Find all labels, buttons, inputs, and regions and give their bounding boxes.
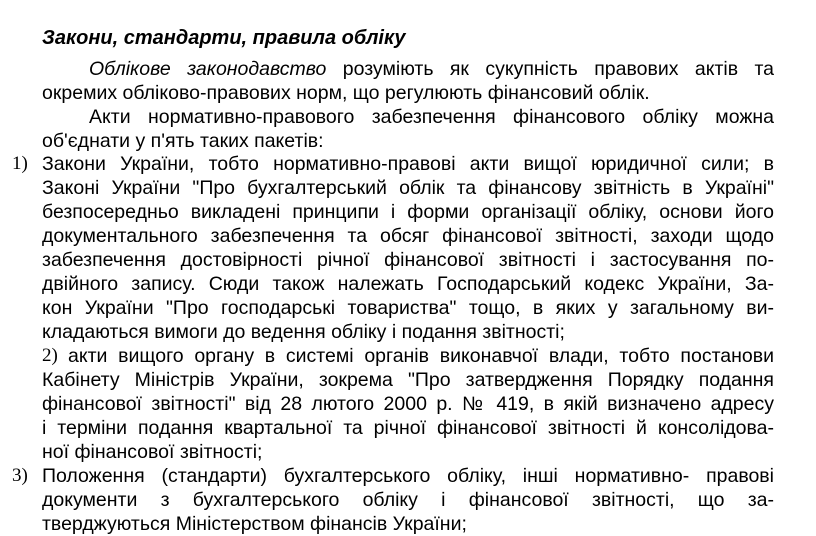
paragraph-1-line-1 (89, 57, 774, 81)
list-marker-1: 1) (12, 153, 28, 174)
paragraph-2-line-1: Акти нормативно-правового забезпечення фінансового обліку можна (89, 106, 774, 128)
list-item-1-line: кладаються вимоги до ведення обліку і подання звітності; (42, 321, 565, 343)
list-item-2-line: ної фінансової звітності; (42, 441, 263, 463)
list-marker-2: 2) (42, 345, 58, 366)
list-item-2-line: Кабінету Міністрів України, зокрема "Про затвердження Порядку подання (42, 369, 774, 391)
list-item-2-line: акти вищого органу в системі органів виконавчої влади, тобто постанови (68, 345, 774, 367)
list-item-1-line: безпосередньо викладені принципи і форми організації обліку, основи його (42, 201, 774, 223)
list-marker-3: 3) (12, 465, 28, 486)
list-item-3-line: Положення (стандарти) бухгалтерського обліку, інші нормативно- правові (42, 465, 774, 487)
list-item-3-line: документи з бухгалтерського обліку і фінансової звітності, що за- (42, 489, 774, 511)
section-heading: Закони, стандарти, правила обліку (42, 27, 406, 49)
list-item-2-line: фінансової звітності" від 28 лютого 2000 р. № 419, в якій визначено адресу (42, 393, 774, 415)
paragraph-2-line-2: об'єднати у п'ять таких пакетів: (42, 130, 324, 152)
list-item-1-line: документального забезпечення та обсяг фінансової звітності, заходи щодо (42, 225, 774, 247)
paragraph-1-line-2: окремих обліково-правових норм, що регулюють фінансовий облік. (42, 82, 650, 104)
list-item-3-line: тверджуються Міністерством фінансів України; (42, 513, 467, 535)
list-item-1-line: забезпечення достовірності річної фінансової звітності і застосування по- (42, 249, 774, 271)
list-item-1-line: Законі України "Про бухгалтерський облік та фінансову звітність в Україні" (42, 177, 774, 199)
list-item-2-line: і терміни подання квартальної та річної фінансової звітності й консолідова- (42, 417, 774, 439)
list-item-1-line: Закони України, тобто нормативно-правові акти вищої юридичної сили; в (42, 153, 774, 175)
paragraph-1-term: Облікове законодавство (89, 58, 327, 80)
list-item-1-line: кон України "Про господарські товариства" тощо, в яких у загальному ви- (42, 297, 774, 319)
list-item-1-line: двійного запису. Сюди також належать Господарський кодекс України, За- (42, 273, 774, 295)
paragraph-1-line-1-rest: розуміють як сукупність правових актів та (326, 58, 775, 80)
